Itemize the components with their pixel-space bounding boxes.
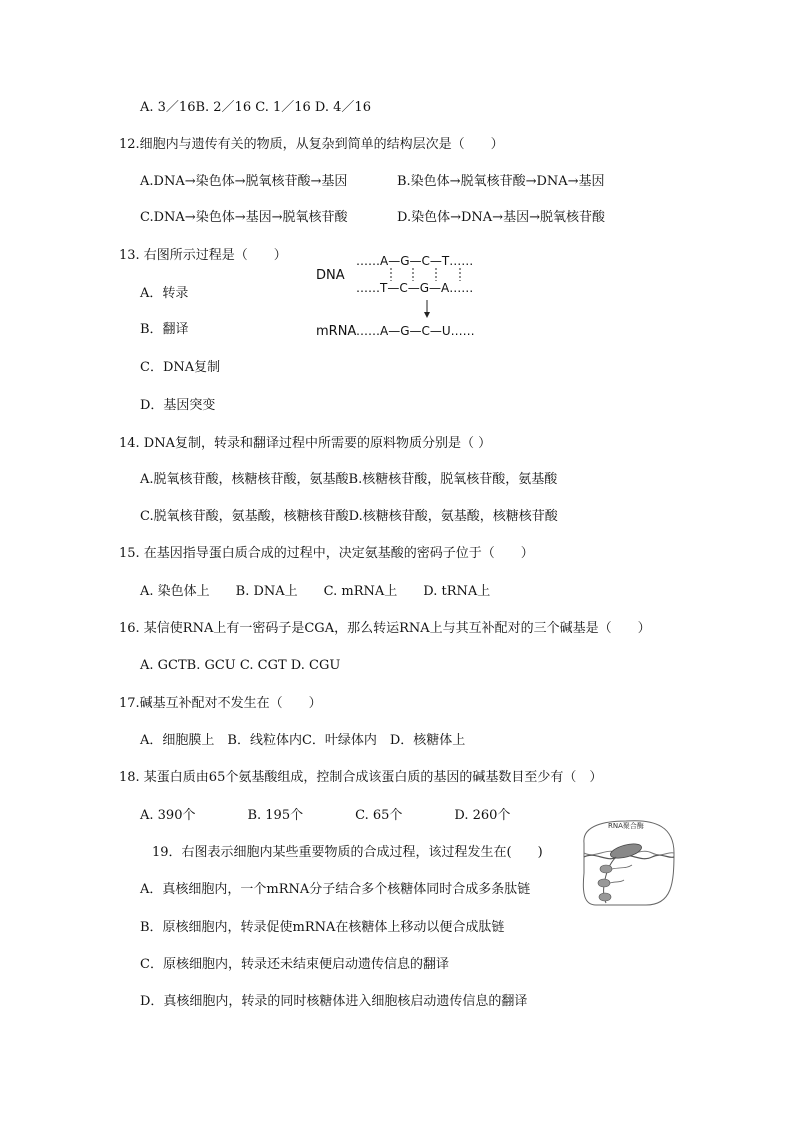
mrna-label: mRNA <box>316 324 357 339</box>
q14-stem: 14. DNA复制，转录和翻译过程中所需要的原料物质分别是（ ） <box>119 436 492 451</box>
q19-option-d: D．真核细胞内，转录的同时核糖体进入细胞核启动遗传信息的翻译 <box>140 994 528 1009</box>
dna-transcription-figure <box>312 250 512 342</box>
ribosome-icons <box>598 865 612 901</box>
q12-option-b: B.染色体→脱氧核苷酸→DNA→基因 <box>397 174 605 189</box>
q13-option-a: A．转录 <box>140 286 189 301</box>
peptide-chain-icons <box>610 865 632 883</box>
q15-options: A. 染色体上 B. DNA上 C. mRNA上 D. tRNA上 <box>140 584 491 599</box>
mrna-strand: ……A—G—C—U…… <box>356 324 475 338</box>
q14-options-ab: A.脱氧核苷酸，核糖核苷酸，氨基酸B.核糖核苷酸，脱氧核苷酸，氨基酸 <box>140 472 558 487</box>
q13-option-b: B．翻译 <box>140 322 189 337</box>
q18-stem: 18. 某蛋白质由65个氨基酸组成，控制合成该蛋白质的基因的碱基数目至少有（ ） <box>119 770 603 785</box>
q19-option-c: C．原核细胞内，转录还未结束便启动遗传信息的翻译 <box>140 957 449 972</box>
q13-option-c: C．DNA复制 <box>140 360 221 375</box>
base-pair-bonds <box>391 268 460 281</box>
rna-polymerase-figure <box>576 813 678 909</box>
q16-stem: 16. 某信使RNA上有一密码子是CGA，那么转运RNA上与其互补配对的三个碱基是（ ） <box>119 621 651 636</box>
q19-option-a: A．真核细胞内，一个mRNA分子结合多个核糖体同时合成多条肽链 <box>140 882 531 897</box>
q12-option-d: D.染色体→DNA→基因→脱氧核苷酸 <box>397 210 605 225</box>
q16-options: A. GCTB. GCU C. CGT D. CGU <box>140 658 341 673</box>
q18-options: A. 390个 B. 195个 C. 65个 D. 260个 <box>140 808 511 823</box>
q13-option-d: D．基因突变 <box>140 398 216 413</box>
dna-bottom-strand: ……T—C—G—A…… <box>356 281 474 295</box>
q17-options: A．细胞膜上 B．线粒体内C．叶绿体内 D．核糖体上 <box>140 733 466 748</box>
q13-stem: 13. 右图所示过程是（ ） <box>119 248 287 263</box>
q19-option-b: B．原核细胞内，转录促使mRNA在核糖体上移动以便合成肽链 <box>140 920 505 935</box>
down-arrow-icon <box>424 300 430 318</box>
dna-top-strand: ……A—G—C—T…… <box>356 254 474 268</box>
q19-stem: 19．右图表示细胞内某些重要物质的合成过程，该过程发生在( ) <box>152 845 543 860</box>
dna-label: DNA <box>316 268 345 283</box>
q12-stem: 12.细胞内与遗传有关的物质，从复杂到简单的结构层次是（ ） <box>119 137 504 152</box>
q12-option-a: A.DNA→染色体→脱氧核苷酸→基因 <box>140 174 348 189</box>
q17-stem: 17.碱基互补配对不发生在（ ） <box>119 696 322 711</box>
rna-polymerase-label: RNA聚合酶 <box>608 822 644 830</box>
q11-options: A. 3／16B. 2／16 C. 1／16 D. 4／16 <box>140 100 371 115</box>
cell-outline <box>583 821 674 905</box>
q15-stem: 15. 在基因指导蛋白质合成的过程中，决定氨基酸的密码子位于（ ） <box>119 546 534 561</box>
q14-options-cd: C.脱氧核苷酸，氨基酸，核糖核苷酸D.核糖核苷酸，氨基酸，核糖核苷酸 <box>140 509 558 524</box>
q12-option-c: C.DNA→染色体→基因→脱氧核苷酸 <box>140 210 348 225</box>
